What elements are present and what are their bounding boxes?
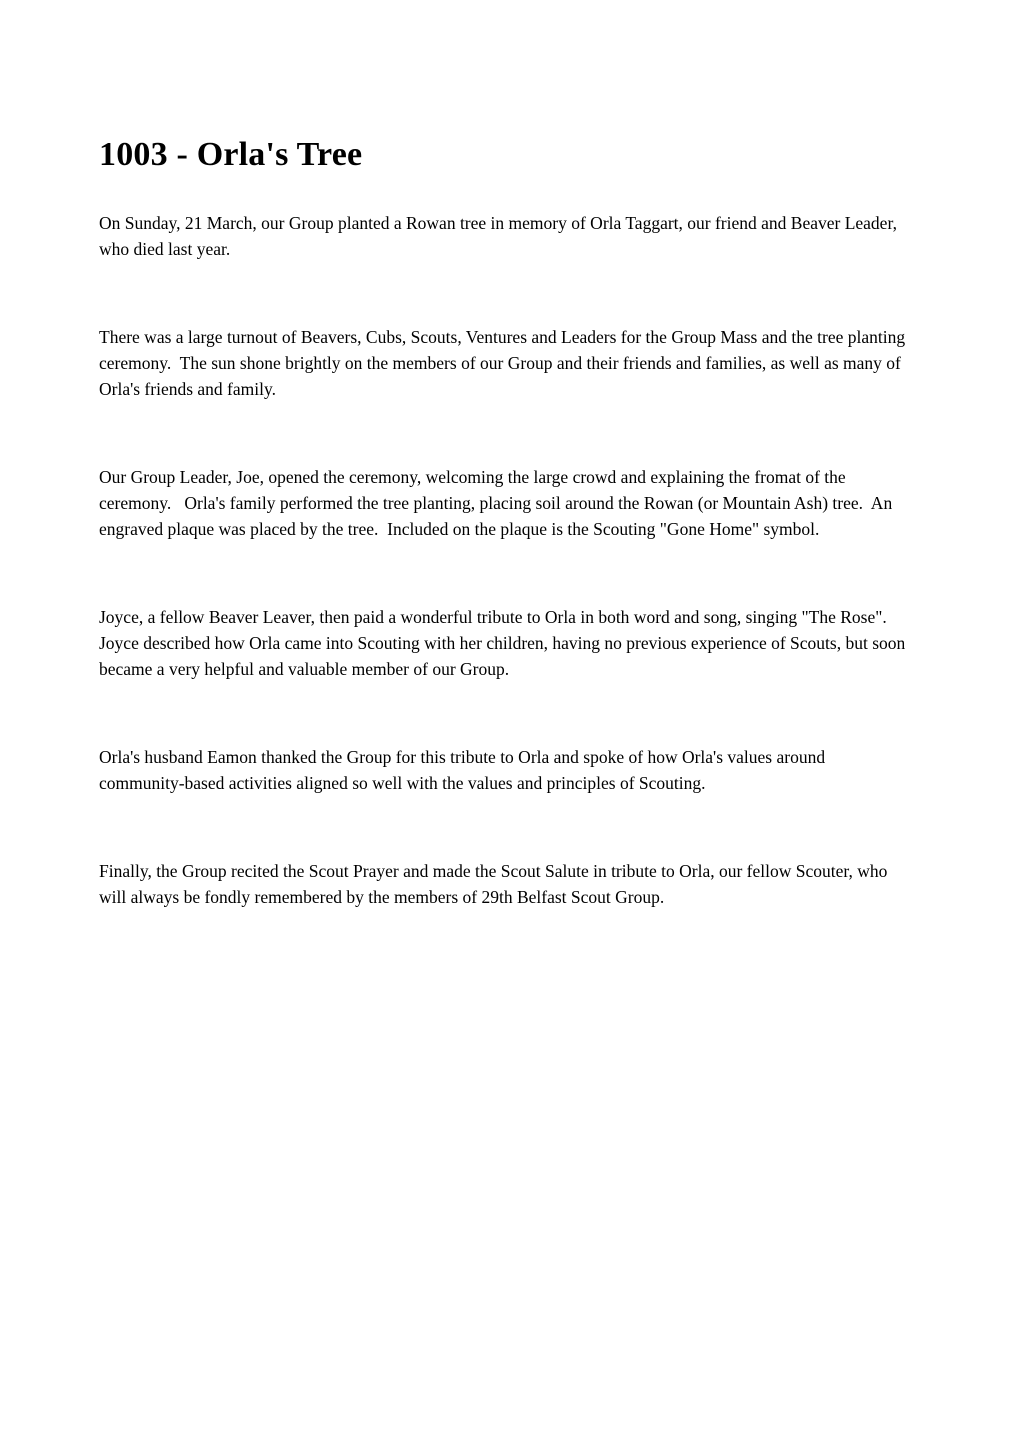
paragraph-ceremony: Our Group Leader, Joe, opened the ceremony, welcoming the large crowd and explaining the fromat of the ceremony. Orla's family performed the tree planting, placing soil around the Rowan (or Mountain Ash) tree. An engraved plaque was placed by the tree. Included on the plaque is the Scouting "Gone Home" symbol. xyxy=(99,466,897,539)
paragraph-turnout: There was a large turnout of Beavers, Cubs, Scouts, Ventures and Leaders for the Group Mass and the tree planting ceremony. The sun shone brightly on the members of our Group and their friends and families, as well as many of Orla's friends and family. xyxy=(99,326,910,399)
paragraph-intro: On Sunday, 21 March, our Group planted a Rowan tree in memory of Orla Taggart, our friend and Beaver Leader, who died last year. xyxy=(99,212,902,259)
paragraph-tribute-song: Joyce, a fellow Beaver Leaver, then paid a wonderful tribute to Orla in both word and song, singing "The Rose". Joyce described how Orla came into Scouting with her children, having no previous experience of Scouts, but soon became a very helpful and valuable member of our Group. xyxy=(99,606,910,679)
page-title: 1003 - Orla's Tree xyxy=(99,136,363,173)
paragraph-husband-thanks: Orla's husband Eamon thanked the Group for this tribute to Orla and spoke of how Orla's values around community-based activities aligned so well with the values and principles of Scouting. xyxy=(99,746,830,793)
paragraph-closing: Finally, the Group recited the Scout Prayer and made the Scout Salute in tribute to Orla, our fellow Scouter, who will always be fondly remembered by the members of 29th Belfast Scout Group. xyxy=(99,860,892,907)
